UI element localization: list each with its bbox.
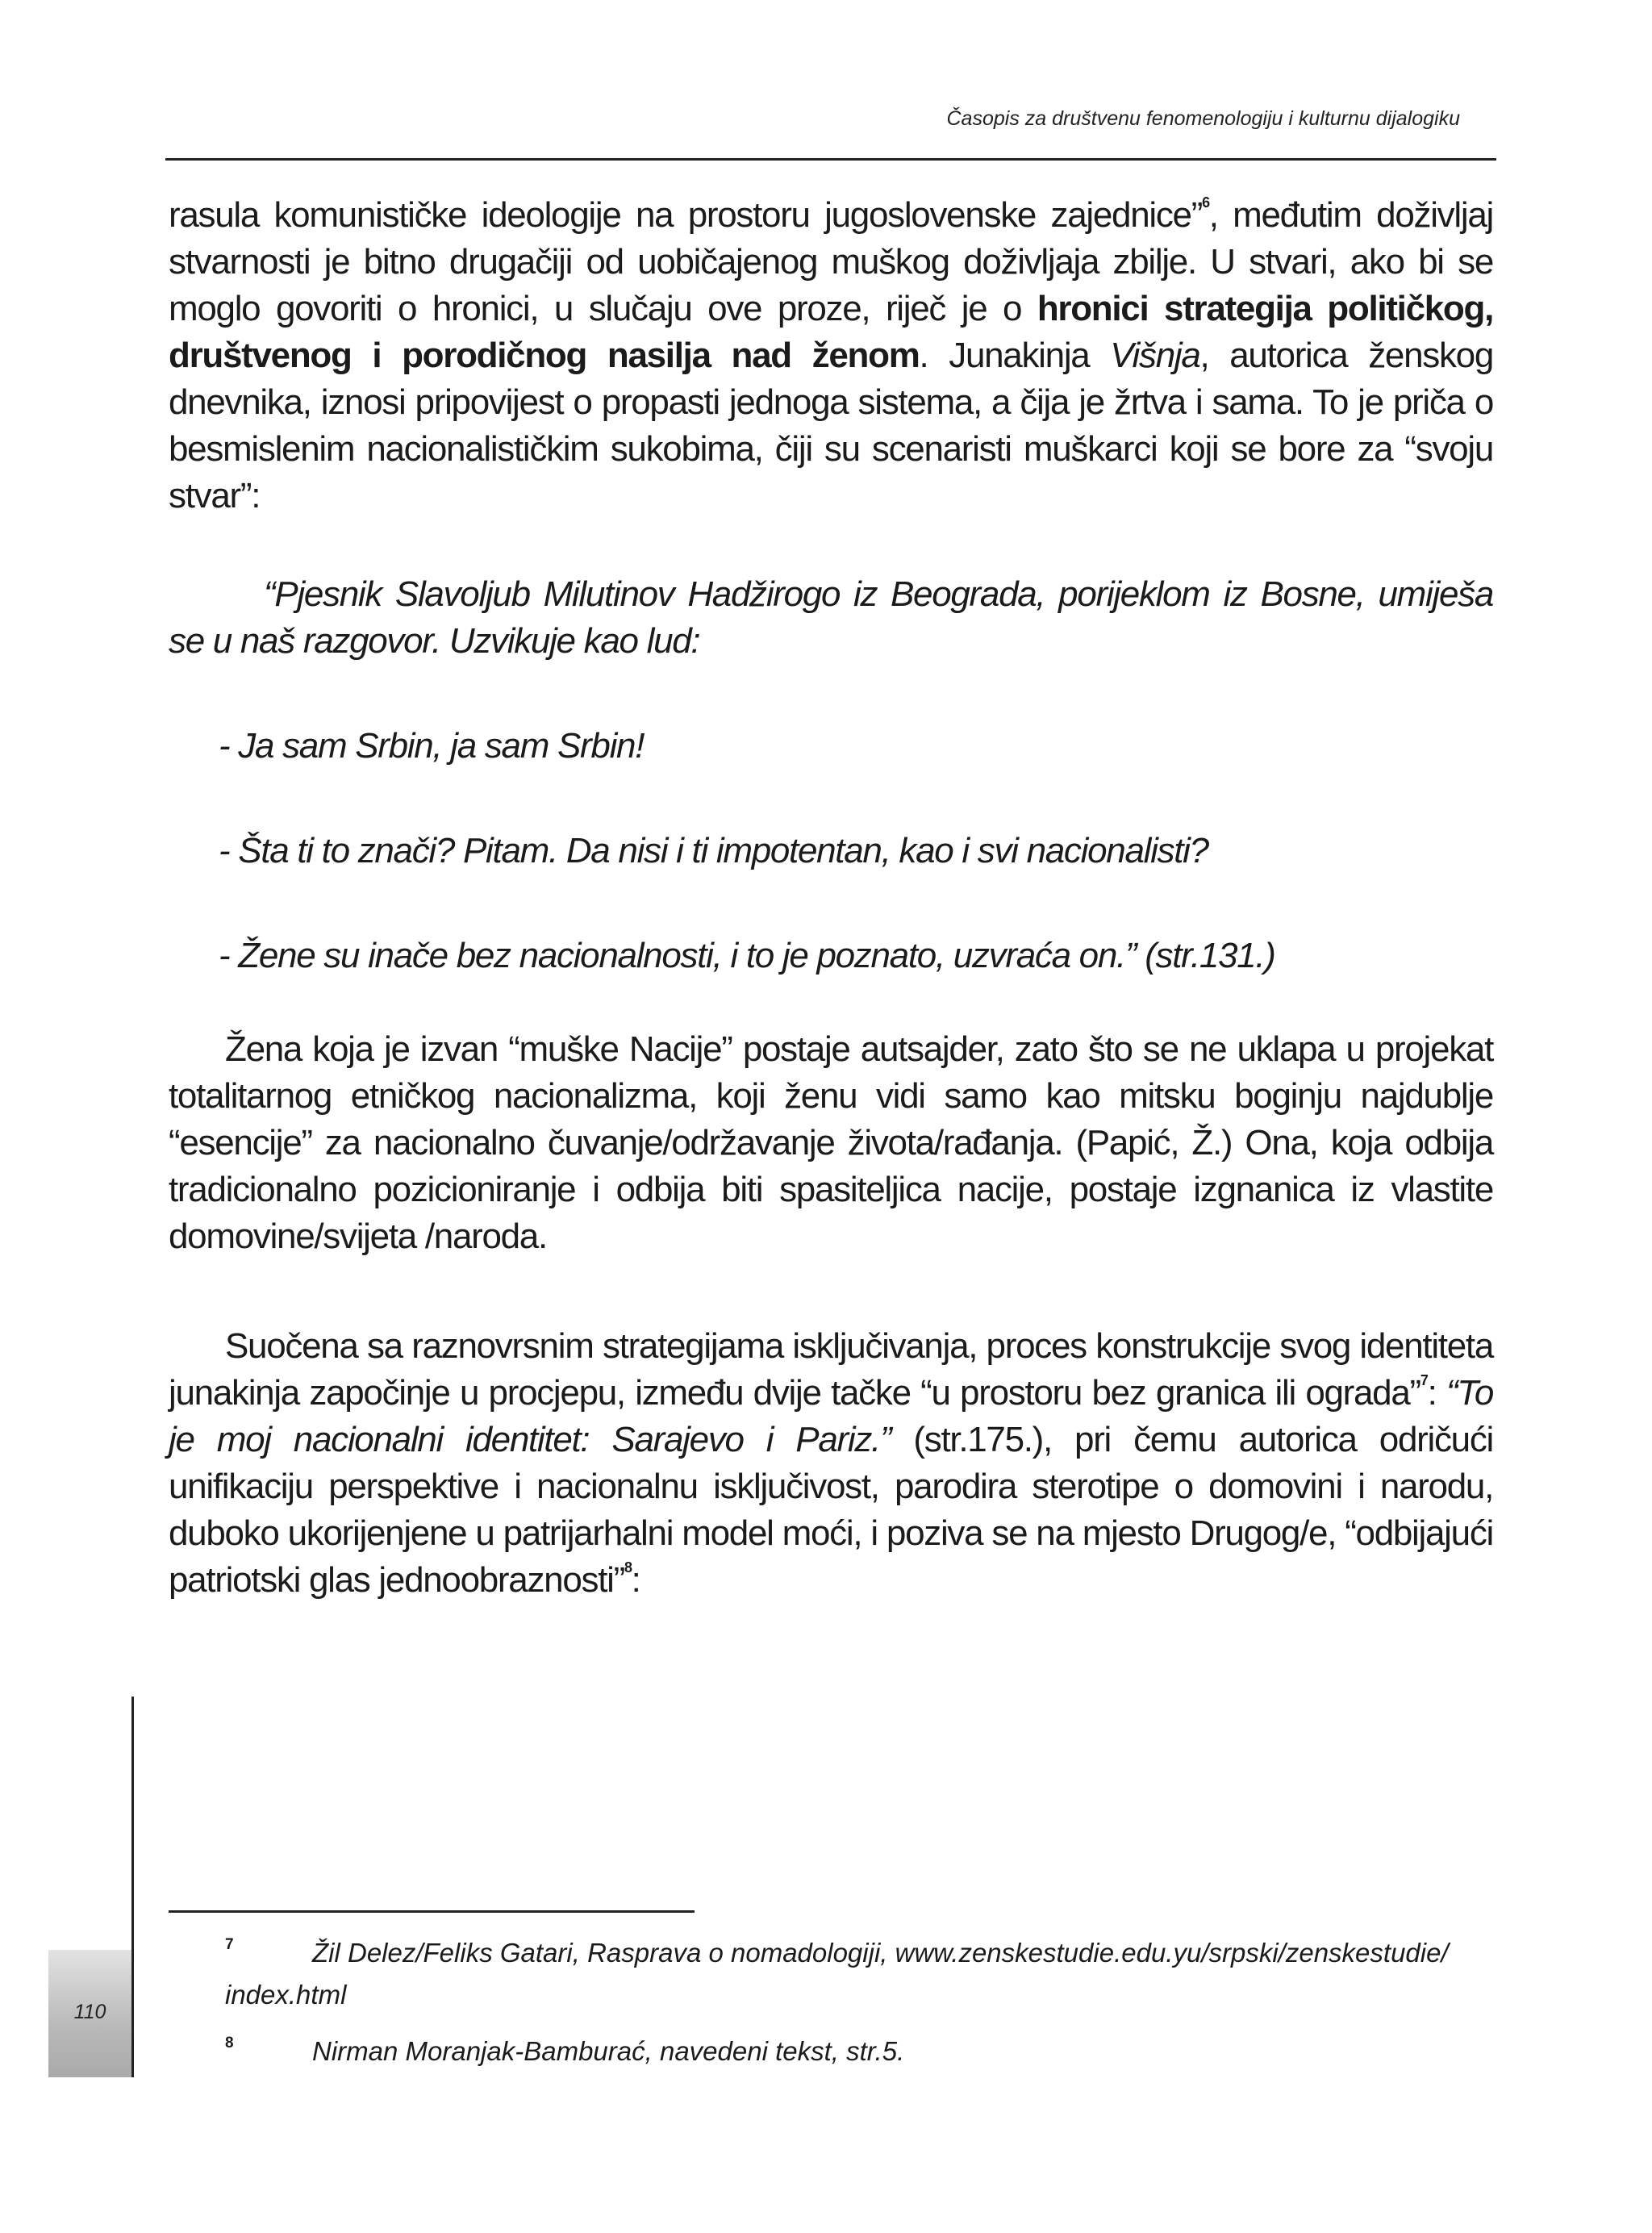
paragraph-1-text-c: . Junakinja	[919, 336, 1111, 375]
paragraph-3	[169, 1323, 1493, 1604]
paragraph-1-bold: hronici strategija političkog, društvenog i porodičnog nasilja nad ženom	[169, 289, 1493, 375]
footnote-7-text: Žil Delez/Feliks Gatari, Rasprava o nomadologiji, www.zenskestudie.edu.yu/srpski/zenskestudie/ index.html	[225, 1938, 1449, 2010]
footnote-8	[169, 2031, 1493, 2072]
footnotes	[169, 1932, 1493, 2087]
paragraph-1-text-d: , autorica ženskog dnevnika, iznosi pripovijest o propasti jednoga sistema, a čija je žrtva i sama. To je priča o besmislenim nacionalističkim sukobima, čiji su scenaristi muškarci koji se bore za “svoju stvar”:	[169, 336, 1493, 515]
paragraph-3-text-d: :	[631, 1560, 640, 1600]
dialogue-line-2: - Šta ti to znači? Pitam. Da nisi i ti impotentan, kao i svi nacionalisti?	[219, 831, 1208, 870]
footnote-7-number: 7	[225, 1936, 234, 1953]
paragraph-3-italic: “To je moj nacionalni identitet: Sarajevo i Pariz.”	[169, 1373, 1493, 1459]
main-text	[169, 192, 1493, 1604]
paragraph-3-text-a: Suočena sa raznovrsnim strategijama isključivanja, proces konstrukcije svog identiteta junakinja započinje u procjepu, između dvije tačke “u prostoru bez granica ili ograda”	[169, 1326, 1493, 1413]
margin-vertical-rule	[131, 1697, 134, 2077]
footnote-divider	[169, 1910, 695, 1913]
paragraph-1-text-a: rasula komunističke ideologije na prostoru jugoslovenske zajednice”	[169, 195, 1203, 235]
footnote-ref-8: 8	[624, 1559, 632, 1576]
footnote-8-text: Nirman Moranjak-Bamburać, navedeni tekst, str.5.	[312, 2036, 905, 2066]
dialogue-line-3: - Žene su inače bez nacionalnosti, i to je poznato, uzvraća on.” (str.131.)	[219, 936, 1275, 975]
dialogue-line-1: - Ja sam Srbin, ja sam Srbin!	[219, 726, 645, 766]
paragraph-2: Žena koja je izvan “muške Nacije” postaje autsajder, zato što se ne uklapa u projekat totalitarnog etničkog nacionalizma, koji ženu vidi samo kao mitsku boginju najdublje “esencije” za nacionalno čuvanje/održavanje života/rađanja. (Papić, Ž.) Ona, koja odbija tradicionalno pozicioniranje i odbija biti spasiteljica nacije, postaje izgnanica iz vlastite domovine/svijeta /naroda.	[169, 1029, 1493, 1256]
running-header: Časopis za društvenu fenomenologiju i kulturnu dijalogiku	[946, 107, 1460, 130]
paragraph-1-text-b: , međutim doživljaj stvarnosti je bitno drugačiji od uobičajenog muškog doživljaja zbilje. U stvari, ako bi se moglo govoriti o hronici, u slučaju ove proze, riječ je o	[169, 195, 1493, 328]
paragraph-3-text-b: :	[1427, 1373, 1446, 1413]
paragraph-3-text-c: (str.175.), pri čemu autorica odričući unifikaciju perspektive i nacionalnu isključivost, parodira sterotipe o domovini i narodu, duboko ukorijenjene u patrijarhalni model moći, i poziva se na mjesto Drugog/e, “odbijajući patriotski glas jednoobraznosti”	[169, 1420, 1494, 1600]
footnote-8-number: 8	[225, 2035, 234, 2051]
footnote-ref-6: 6	[1202, 194, 1209, 211]
paragraph-1	[169, 192, 1493, 520]
paragraph-1-italic: Višnja	[1110, 336, 1200, 375]
header-divider	[165, 158, 1496, 161]
page-number: 110	[73, 2001, 106, 2023]
quote-intro: “Pjesnik Slavoljub Milutinov Hadžirogo iz Beograda, porijeklom iz Bosne, umiješa se u naš razgovor. Uzvikuje kao lud:	[169, 574, 1493, 661]
footnote-ref-7: 7	[1420, 1372, 1428, 1388]
footnote-7	[169, 1932, 1493, 2016]
